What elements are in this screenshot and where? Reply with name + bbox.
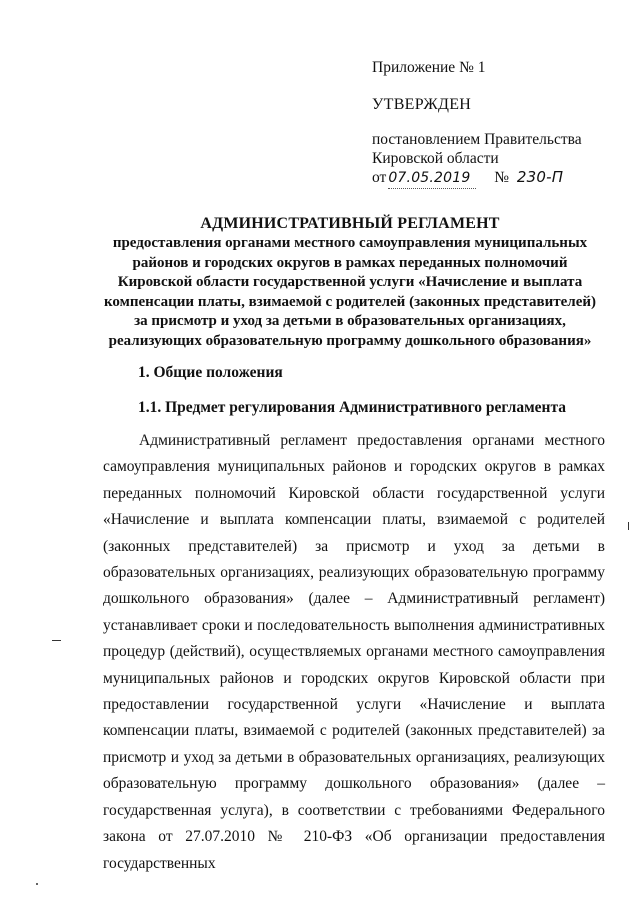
scan-mark	[628, 522, 629, 530]
annex-label: Приложение № 1	[372, 59, 486, 76]
number-prefix: №	[494, 169, 509, 186]
document-subtitle-line: Кировской области государственной услуги «Начисление и выплата	[117, 274, 583, 290]
scan-mark	[36, 883, 38, 885]
document-subtitle-line: реализующих образовательную программу дошкольного образования»	[108, 332, 592, 349]
scan-mark	[52, 640, 61, 641]
document-subtitle-line: районов и городских округов в рамках переданных полномочий	[132, 254, 568, 271]
document-title: АДМИНИСТРАТИВНЫЙ РЕГЛАМЕНТ	[200, 215, 500, 232]
document-title-block	[90, 214, 610, 351]
document-subtitle-line: предоставления органами местного самоуправления муниципальных	[112, 235, 588, 251]
approved-label: УТВЕРЖДЕН	[372, 96, 472, 113]
section-heading-subject: 1.1. Предмет регулирования Административного регламента	[138, 399, 567, 416]
section-heading-general: 1. Общие положения	[138, 364, 283, 381]
date-prefix: от	[372, 169, 387, 186]
document-subtitle-line: за присмотр и уход за детьми в образовательных организациях,	[134, 313, 566, 329]
document-subtitle-line: компенсации платы, взимаемой с родителей (законных представителей)	[103, 293, 597, 310]
approval-block	[372, 58, 622, 189]
decree-date-line	[372, 168, 622, 189]
handwritten-number: 230-П	[516, 168, 564, 186]
approved-by-line1: постановлением Правительства	[372, 131, 582, 148]
handwritten-date: 07.05.2019	[388, 169, 476, 189]
approved-by-line2: Кировской области	[372, 150, 499, 167]
body-paragraph: Административный регламент предоставления органами местного самоуправления муниципальных районов и городских округов в рамках переданных полномочий Кировской области государственной услуги «Начисление и выплата компенсации платы, взимаемой с родителей (законных представителей) за присмотр и уход за детьми в образовательных организациях, реализующих образовательную программу дошкольного образования» (далее – Административный регламент) устанавливает сроки и последовательность выполнения административных процедур (действий), осуществляемых органами местного самоуправления муниципальных районов и городских округов Кировской области при предоставлении государственной услуги «Начисление и выплата компенсации платы, взимаемой с родителей (законных представителей) за присмотр и уход за детьми в образовательных организациях, реализующих образовательную программу дошкольного образования» (далее – государственная услуга), в соответствии с требованиями Федерального закона от 27.07.2010 № 210-ФЗ «Об организации предоставления государственных	[103, 432, 605, 872]
